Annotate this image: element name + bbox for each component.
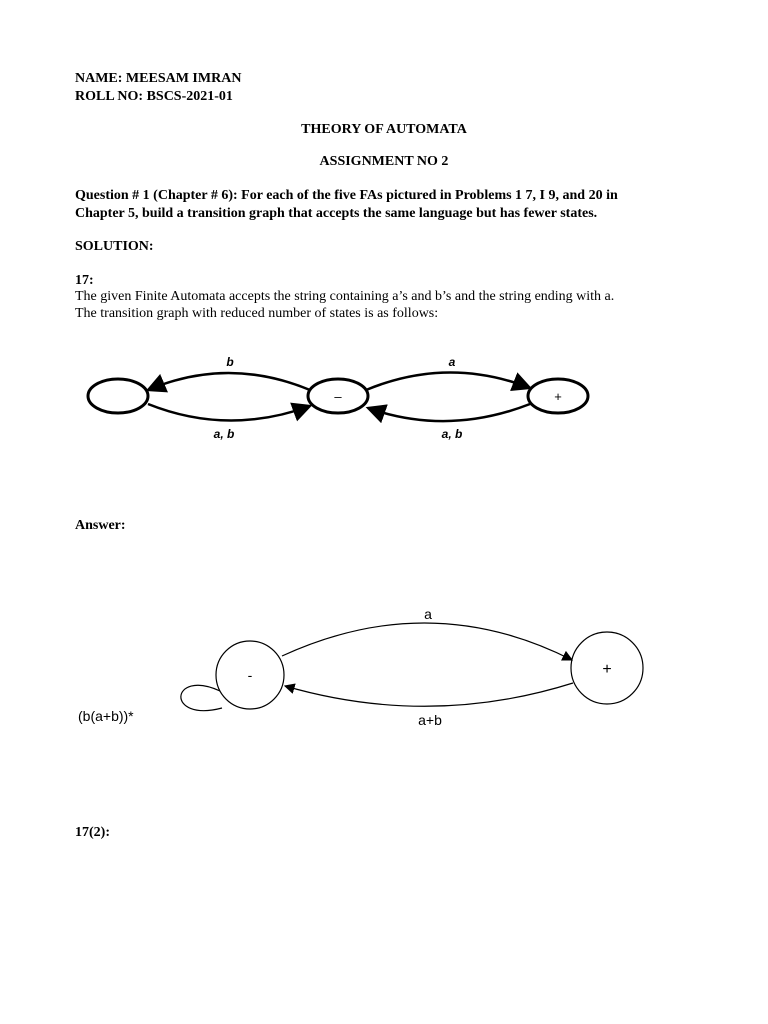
part-17-2-heading: 17(2):: [75, 825, 110, 840]
question-line-1: Question # 1 (Chapter # 6): For each of the five FAs pictured in Problems 1 7, I 9, and 20 in: [75, 188, 618, 203]
reduced-tg-diagram: [70, 598, 660, 748]
state-plus-label: +: [602, 661, 612, 678]
edge-label-bottom-left: a, b: [213, 427, 235, 441]
state-left: [88, 379, 148, 413]
state-start-label: –: [334, 389, 342, 404]
edge-start-to-left: [148, 373, 310, 390]
edge-final-to-start: [368, 404, 530, 421]
course-title: THEORY OF AUTOMATA: [301, 122, 467, 137]
edge-start-to-final: [366, 372, 530, 390]
edge-label-top-right: a: [448, 355, 456, 369]
edge-left-to-start: [148, 404, 310, 421]
roll-number: ROLL NO: BSCS-2021-01: [75, 89, 233, 104]
solution-heading: SOLUTION:: [75, 239, 154, 254]
part-17-line-2: The transition graph with reduced number of states is as follows:: [75, 306, 439, 321]
answer-heading: Answer:: [75, 518, 126, 533]
question-line-2: Chapter 5, build a transition graph that accepts the same language but has fewer states.: [75, 206, 598, 221]
student-name: NAME: MEESAM IMRAN: [75, 71, 242, 86]
edge-minus-to-plus: [282, 623, 572, 660]
edge-label-loop: (b(a+b))*: [78, 708, 134, 724]
self-loop-minus: [181, 685, 222, 710]
state-minus-label: -: [247, 667, 253, 683]
state-final-label: +: [554, 389, 562, 404]
edge-label-bottom: a+b: [418, 712, 442, 728]
given-fa-diagram: [80, 350, 600, 450]
part-17-heading: 17:: [75, 273, 94, 288]
part-17-line-1: The given Finite Automata accepts the string containing a’s and b’s and the string ending with a.: [75, 289, 615, 304]
edge-label-top: a: [424, 606, 432, 622]
edge-label-top-left: b: [226, 355, 234, 369]
assignment-title: ASSIGNMENT NO 2: [319, 154, 449, 169]
edge-plus-to-minus: [285, 683, 573, 706]
edge-label-bottom-right: a, b: [441, 427, 463, 441]
